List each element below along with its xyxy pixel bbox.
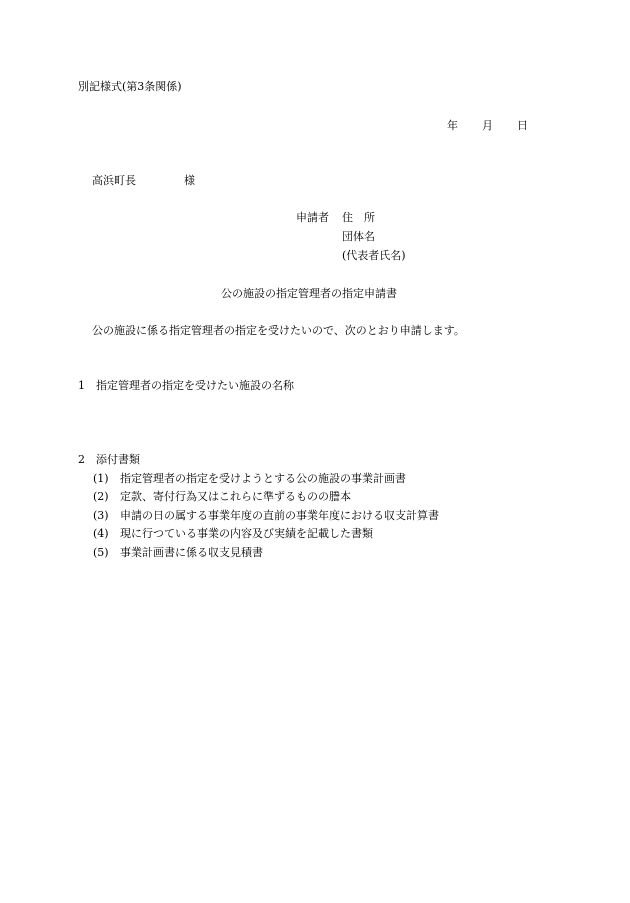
applicant-address-label: 住 所 [342,211,375,224]
date-month-label: 月 [482,119,493,132]
list-item-number: (3) [93,509,109,522]
list-item-text: 申請の日の属する事業年度の直前の事業年度における収支計算書 [120,509,439,522]
list-item-number: (4) [93,527,109,540]
list-item-text: 現に行つている事業の内容及び実績を記載した書類 [120,527,373,540]
section-2-heading: 添付書類 [96,453,140,466]
addressee-name: 高浜町長 [92,174,136,187]
section-2-number: 2 [78,453,85,466]
applicant-org-label: 団体名 [342,230,375,243]
list-item-text: 事業計画書に係る収支見積書 [120,546,263,559]
applicant-rep-label: (代表者氏名) [342,249,406,262]
document-title: 公の施設の指定管理者の指定申請書 [221,287,397,300]
form-label: 別記様式(第3条関係) [78,80,182,93]
list-item-number: (1) [93,472,109,485]
list-item-number: (5) [93,546,109,559]
intro-text: 公の施設に係る指定管理者の指定を受けたいので、次のとおり申請します。 [92,324,465,337]
list-item-number: (2) [93,490,109,503]
date-day-label: 日 [517,119,528,132]
applicant-label: 申請者 [296,211,329,224]
list-item-text: 指定管理者の指定を受けようとする公の施設の事業計画書 [120,472,406,485]
date-year-label: 年 [447,119,458,132]
list-item-text: 定款、寄付行為又はこれらに準ずるものの謄本 [120,490,351,503]
section-1-heading: 指定管理者の指定を受けたい施設の名称 [96,379,294,392]
section-1-number: 1 [78,379,85,392]
addressee-honorific: 様 [184,174,195,187]
